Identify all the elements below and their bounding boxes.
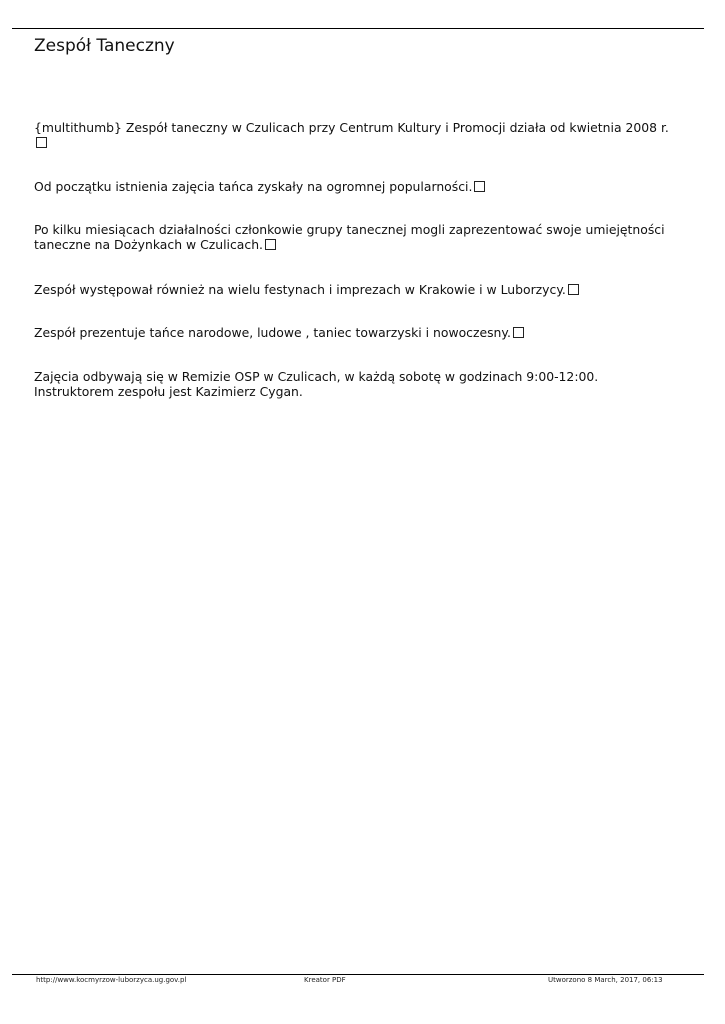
paragraph-schedule (34, 369, 674, 399)
paragraph-intro (34, 120, 674, 150)
paragraph-text: Po kilku miesiącach działalności członkowie grupy tanecznej mogli zaprezentować swoje umiejętności taneczne na Dożynkach w Czulicach. (34, 222, 665, 252)
missing-glyph-icon (36, 137, 47, 148)
paragraph-popularity (34, 179, 674, 194)
missing-glyph-icon (513, 327, 524, 338)
footer-created-date: Utworzono 8 March, 2017, 06:13 (548, 976, 663, 984)
paragraph-festivals (34, 282, 674, 297)
header-divider (12, 28, 704, 29)
paragraph-text: Zajęcia odbywają się w Remizie OSP w Czulicach, w każdą sobotę w godzinach 9:00-12:00. Instruktorem zespołu jest Kazimierz Cygan. (34, 369, 599, 399)
paragraph-dances (34, 325, 674, 340)
footer-generator: Kreator PDF (304, 976, 346, 984)
page-title: Zespół Taneczny (34, 36, 175, 56)
missing-glyph-icon (474, 181, 485, 192)
paragraph-text: Od początku istnienia zajęcia tańca zyskały na ogromnej popularności. (34, 179, 473, 194)
paragraph-text: {multithumb} Zespół taneczny w Czulicach przy Centrum Kultury i Promocji działa od kwietnia 2008 r. (34, 120, 669, 135)
paragraph-text: Zespół występował również na wielu festynach i imprezach w Krakowie i w Luborzycy. (34, 282, 566, 297)
paragraph-text: Zespół prezentuje tańce narodowe, ludowe , taniec towarzyski i nowoczesny. (34, 325, 511, 340)
paragraph-performance (34, 222, 674, 252)
missing-glyph-icon (265, 239, 276, 250)
footer-url: http://www.kocmyrzow-luborzyca.ug.gov.pl (36, 976, 187, 984)
footer-divider (12, 974, 704, 975)
missing-glyph-icon (568, 284, 579, 295)
